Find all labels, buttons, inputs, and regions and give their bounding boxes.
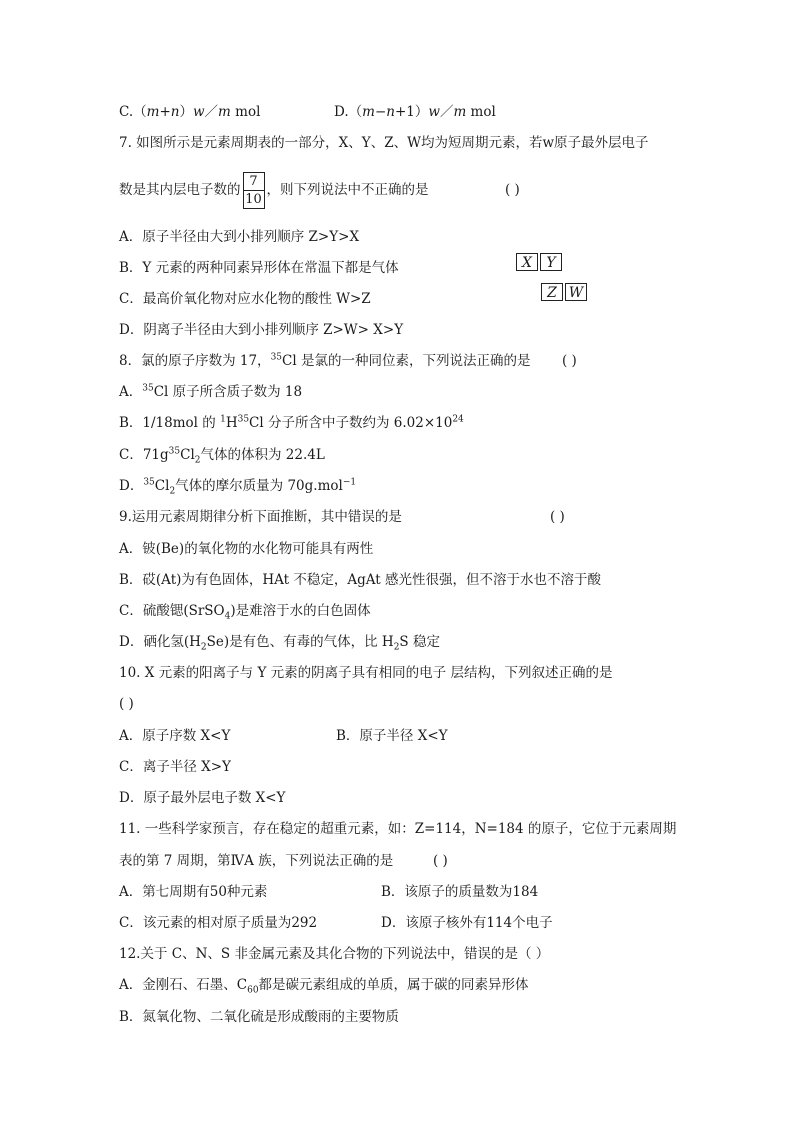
q12-option-a: A．金刚石、石墨、$C_{60}$都是碳元素组成的单质，属于碳的同素异形体 [119,977,529,996]
q9-option-c: C．硫酸锶(SrSO$_4$)是难溶于水的白色固体 [119,603,371,622]
q7-fraction: $\frac{7}{10}$ [243,172,265,209]
q10-option-a: A．原子序数 X<Y [119,728,231,744]
q7-stem-line2: 数是其内层电子数的 $\frac{7}{10}$ ，则下列说法中不正确的是 [119,174,429,207]
q9-option-d: D．硒化氢$(H_2Se)$是有色、有毒的气体，比 $H_2S$ 稳定 [119,634,440,653]
q10-option-d: D．原子最外层电子数 X<Y [119,790,286,806]
q12-stem: 12.关于 C、N、S 非金属元素及其化合物的下列说法中，错误的是（ ） [119,946,550,962]
q11-option-b: B．该原子的质量数为184 [381,884,539,900]
q6-option-d: D.（m−n+1）w／m mol [334,104,496,120]
q12-option-b: B．氮氧化物、二氧化硫是形成酸雨的主要物质 [119,1009,399,1025]
q10-option-c: C．离子半径 X>Y [119,759,231,775]
q7-stem-line1: 7. 如图所示是元素周期表的一部分，X、Y、Z、W均为短周期元素，若w原子最外层电子 [119,135,649,151]
q11-option-c: C．该元素的相对原子质量为292 [119,915,318,931]
q11-option-a: A．第七周期有50种元素 [119,884,268,900]
q8-option-c: C．$71g^{35}Cl_2$气体的体积为 22.4L [119,446,325,466]
q10-stem: 10. X 元素的阳离子与 Y 元素的阴离子具有相同的电子 层结构，下列叙述正确的是 [119,665,613,681]
q8-stem: 8．氯的原子序数为 17，$^{35}$Cl 是氯的一种同位素，下列说法正确的是 [119,352,531,369]
q9-option-a: A．铍(Be)的氧化物的水化物可能具有两性 [119,541,374,557]
table-cell-w: W [565,283,587,301]
table-cell-y: Y [540,253,562,271]
q11-stem-line2: 表的第 7 周期，第ⅣA 族，下列说法正确的是 [119,853,394,869]
q11-stem-line1: 11. 一些科学家预言，存在稳定的超重元素，如：Z=114，N=184 的原子，它位于元素周期 [119,821,677,837]
q7-option-d: D．阴离子半径由大到小排列顺序 Z>W> X>Y [119,322,404,338]
q8-answer-paren: ( ) [562,353,577,369]
q7-option-b: B．Y 元素的两种同素异形体在常温下都是气体 [119,260,399,276]
q8-option-b: B．1/18mol 的 $^1H^{35}Cl$ 分子所含中子数约为 $6.02\times 10^{24}$ [119,414,464,431]
q8-option-a: A．$^{35}$Cl 原子所含质子数为 18 [119,383,303,400]
table-cell-x: X [516,253,538,271]
q6-option-c: C.（m+n）w／m mol [119,104,261,120]
q10-option-b: B．原子半径 X<Y [336,728,448,744]
q9-stem: 9.运用元素周期律分析下面推断，其中错误的是 [119,509,402,525]
q11-option-d: D．该原子核外有114个电子 [381,915,553,931]
q8-option-d: D．$^{35}Cl_2$气体的摩尔质量为 70g.mol$^{-1}$ [119,477,357,497]
q11-answer-paren: ( ) [433,853,448,869]
q7-option-a: A．原子半径由大到小排列顺序 Z>Y>X [119,229,360,245]
q10-answer-paren: ( ) [119,696,134,712]
q9-answer-paren: ( ) [550,509,565,525]
q7-answer-paren: ( ) [505,182,520,198]
table-cell-z: Z [541,283,563,301]
q9-option-b: B．砹(At)为有色固体，HAt 不稳定，AgAt 感光性很强，但不溶于水也不溶于酸 [119,572,602,588]
q7-option-c: C．最高价氧化物对应水化物的酸性 W>Z [119,291,371,307]
